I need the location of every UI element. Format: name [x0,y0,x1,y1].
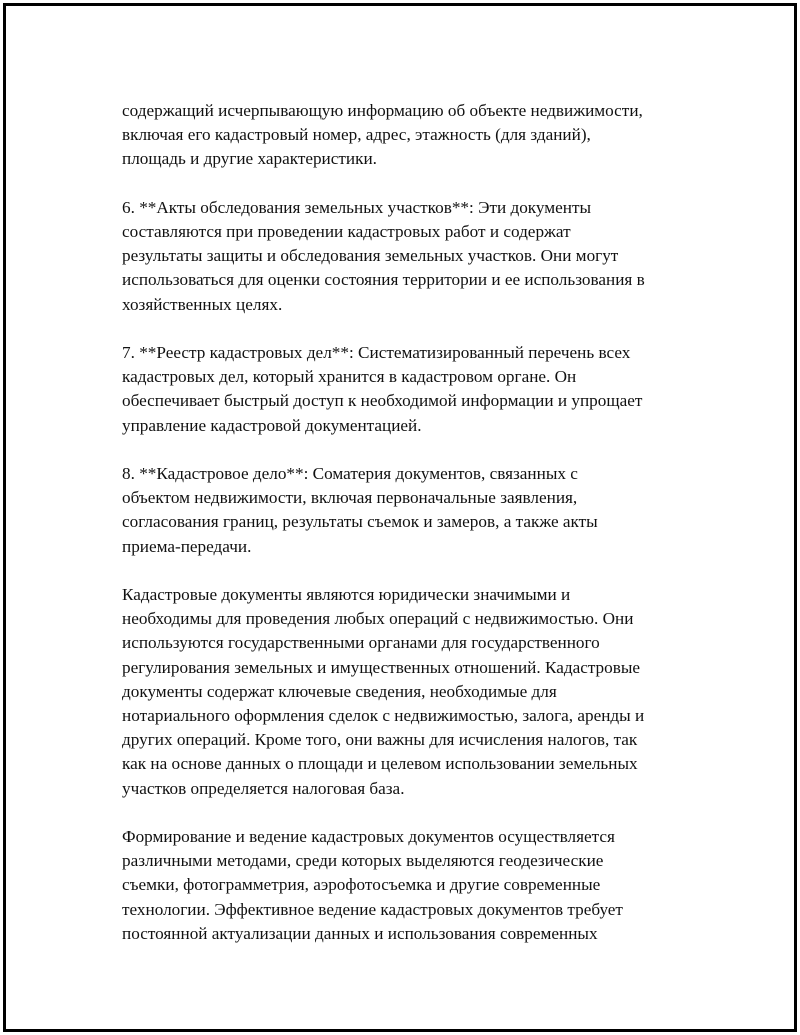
text-line: участков определяется налоговая база. [122,778,405,798]
text-line: 7. **Реестр кадастровых дел**: Систематизированный перечень всех [122,343,631,362]
text-line: управление кадастровой документацией. [122,415,422,435]
text-line: постоянной актуализации данных и использования современных [122,923,598,943]
document-body [122,99,702,970]
text-line: объектом недвижимости, включая первоначальные заявления, [122,488,578,508]
text-line: хозяйственных целях. [122,294,283,314]
text-line: технологии. Эффективное ведение кадастровых документов требует [122,899,623,919]
text-line: результаты защиты и обследования земельных участков. Они могут [122,246,619,266]
text-line: содержащий исчерпывающую информацию об объекте недвижимости, [122,101,643,120]
text-line: согласования границ, результаты съемок и замеров, а также акты [122,512,598,532]
text-line: составляются при проведении кадастровых работ и содержат [122,222,571,241]
text-line: приема-передачи. [122,536,252,556]
text-line: обеспечивает быстрый доступ к необходимой информации и упрощает [122,391,643,411]
paragraph-item-8 [122,462,702,559]
paragraph-methods [122,825,702,946]
text-line: 8. **Кадастровое дело**: Соматерия документов, связанных с [122,464,578,483]
text-line: необходимы для проведения любых операций с недвижимостью. Они [122,609,634,629]
text-line: Кадастровые документы являются юридически значимыми и [122,585,571,604]
text-line: включая его кадастровый номер, адрес, этажность (для зданий), [122,125,591,145]
text-line: документы содержат ключевые сведения, необходимые для [122,681,557,701]
text-line: нотариального оформления сделок с недвижимостью, залога, аренды и [122,706,645,726]
text-line: используются государственными органами для государственного [122,633,600,653]
text-line: использоваться для оценки состояния территории и ее использования в [122,270,645,290]
text-line: других операций. Кроме того, они важны для исчисления налогов, так [122,730,638,750]
page-frame [3,3,797,1032]
paragraph-significance [122,583,702,801]
text-line: кадастровых дел, который хранится в кадастровом органе. Он [122,367,577,387]
text-line: как на основе данных о площади и целевом использовании земельных [122,754,638,774]
text-line: площадь и другие характеристики. [122,149,377,169]
paragraph-intro [122,99,702,172]
paragraph-item-6 [122,196,702,317]
text-line: различными методами, среди которых выделяются геодезические [122,851,604,871]
text-line: 6. **Акты обследования земельных участков**: Эти документы [122,197,592,217]
text-line: регулирования земельных и имущественных отношений. Кадастровые [122,657,641,677]
paragraph-item-7 [122,341,702,438]
text-line: съемки, фотограмметрия, аэрофотосъемка и другие современные [122,875,601,895]
text-line: Формирование и ведение кадастровых документов осуществляется [122,827,615,847]
